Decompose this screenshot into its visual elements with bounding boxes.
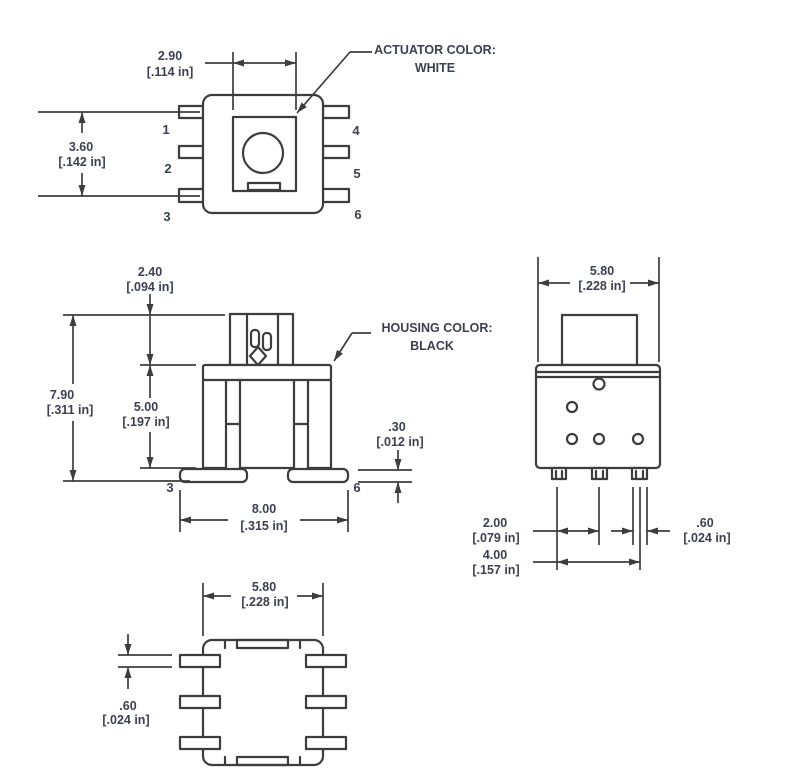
housing-color-callout (334, 321, 493, 361)
dim-pad-thickness (102, 634, 172, 727)
housing-color-value: BLACK (410, 339, 454, 353)
dim-lead-thickness (358, 420, 424, 503)
top-view (38, 43, 496, 224)
dim-actuator-width-mm: 2.90 (157, 49, 183, 63)
dim-body-height-mm: 5.00 (133, 400, 159, 414)
actuator-color-label: ACTUATOR COLOR: (374, 43, 496, 57)
dim-pin-group (472, 487, 730, 577)
actuator-color-value: WHITE (414, 61, 456, 75)
dim-depth-mm: 5.80 (589, 264, 615, 278)
dim-depth-inch: [.228 in] (578, 279, 626, 293)
dim-bottom-width-mm: 5.80 (251, 580, 277, 594)
top-view-housing-outline (203, 95, 323, 213)
actuator-color-callout (297, 43, 496, 113)
front-foot-right (288, 469, 348, 482)
dim-body-height-inch: [.197 in] (122, 415, 170, 429)
dim-bottom-width (203, 580, 323, 636)
dim-pin-span-side-mm: 4.00 (482, 548, 508, 562)
dim-pin-pitch-mm: 2.00 (482, 516, 508, 530)
front-housing-body (203, 380, 331, 468)
top-view-pin6 (323, 189, 349, 202)
dim-body-height (122, 365, 196, 468)
front-foot-left (180, 469, 247, 482)
dim-actuator-height-inch: [.094 in] (126, 280, 174, 294)
dim-lead-thickness-inch: [.012 in] (376, 435, 424, 449)
dim-pin-width-inch: [.024 in] (683, 531, 731, 545)
dim-bottom-width-inch: [.228 in] (241, 595, 289, 609)
side-actuator-outline (562, 315, 637, 365)
dim-lead-thickness-mm: .30 (388, 420, 406, 434)
side-bottom-pins (552, 468, 647, 479)
bottom-view (102, 580, 346, 765)
front-pin-left-label: 3 (166, 480, 174, 495)
dim-actuator-height (63, 265, 225, 365)
housing-color-label: HOUSING COLOR: (381, 321, 493, 335)
side-housing-outline (536, 365, 660, 468)
dim-pin-span-side-inch: [.157 in] (472, 563, 520, 577)
front-pin-channels (226, 380, 308, 469)
dim-total-height-inch: [.311 in] (46, 403, 94, 417)
dim-pad-thickness-inch: [.024 in] (102, 713, 150, 727)
pin-label-6: 6 (354, 207, 362, 222)
dim-total-height (47, 315, 190, 481)
top-view-pin2 (179, 146, 205, 158)
top-view-pin4 (323, 106, 349, 118)
front-view (47, 265, 493, 533)
pin-label-4: 4 (352, 123, 360, 138)
pin-label-1: 1 (162, 122, 170, 137)
dim-actuator-width-inch: [.114 in] (146, 65, 194, 79)
dim-lead-span-inch: [.315 in] (240, 519, 288, 533)
dim-pad-thickness-mm: .60 (119, 699, 137, 713)
pin-label-2: 2 (164, 161, 172, 176)
dim-actuator-height-mm: 2.40 (137, 265, 163, 279)
front-actuator-outline (230, 314, 293, 365)
top-view-pin5 (323, 146, 349, 158)
pin-label-5: 5 (353, 166, 361, 181)
dim-pin-width-mm: .60 (696, 516, 714, 530)
side-view (472, 257, 730, 577)
dim-pin-span-top-mm: 3.60 (68, 140, 94, 154)
pin-label-3: 3 (163, 209, 171, 224)
front-pin-right-label: 6 (353, 480, 361, 495)
dim-lead-span (166, 480, 360, 533)
dim-pin-span-top-inch: [.142 in] (58, 155, 106, 169)
dim-lead-span-mm: 8.00 (251, 502, 277, 516)
dim-pin-span-top (38, 112, 200, 196)
dim-total-height-mm: 7.90 (49, 388, 75, 402)
front-housing-lid (203, 365, 331, 380)
dim-pin-pitch-inch: [.079 in] (472, 531, 520, 545)
